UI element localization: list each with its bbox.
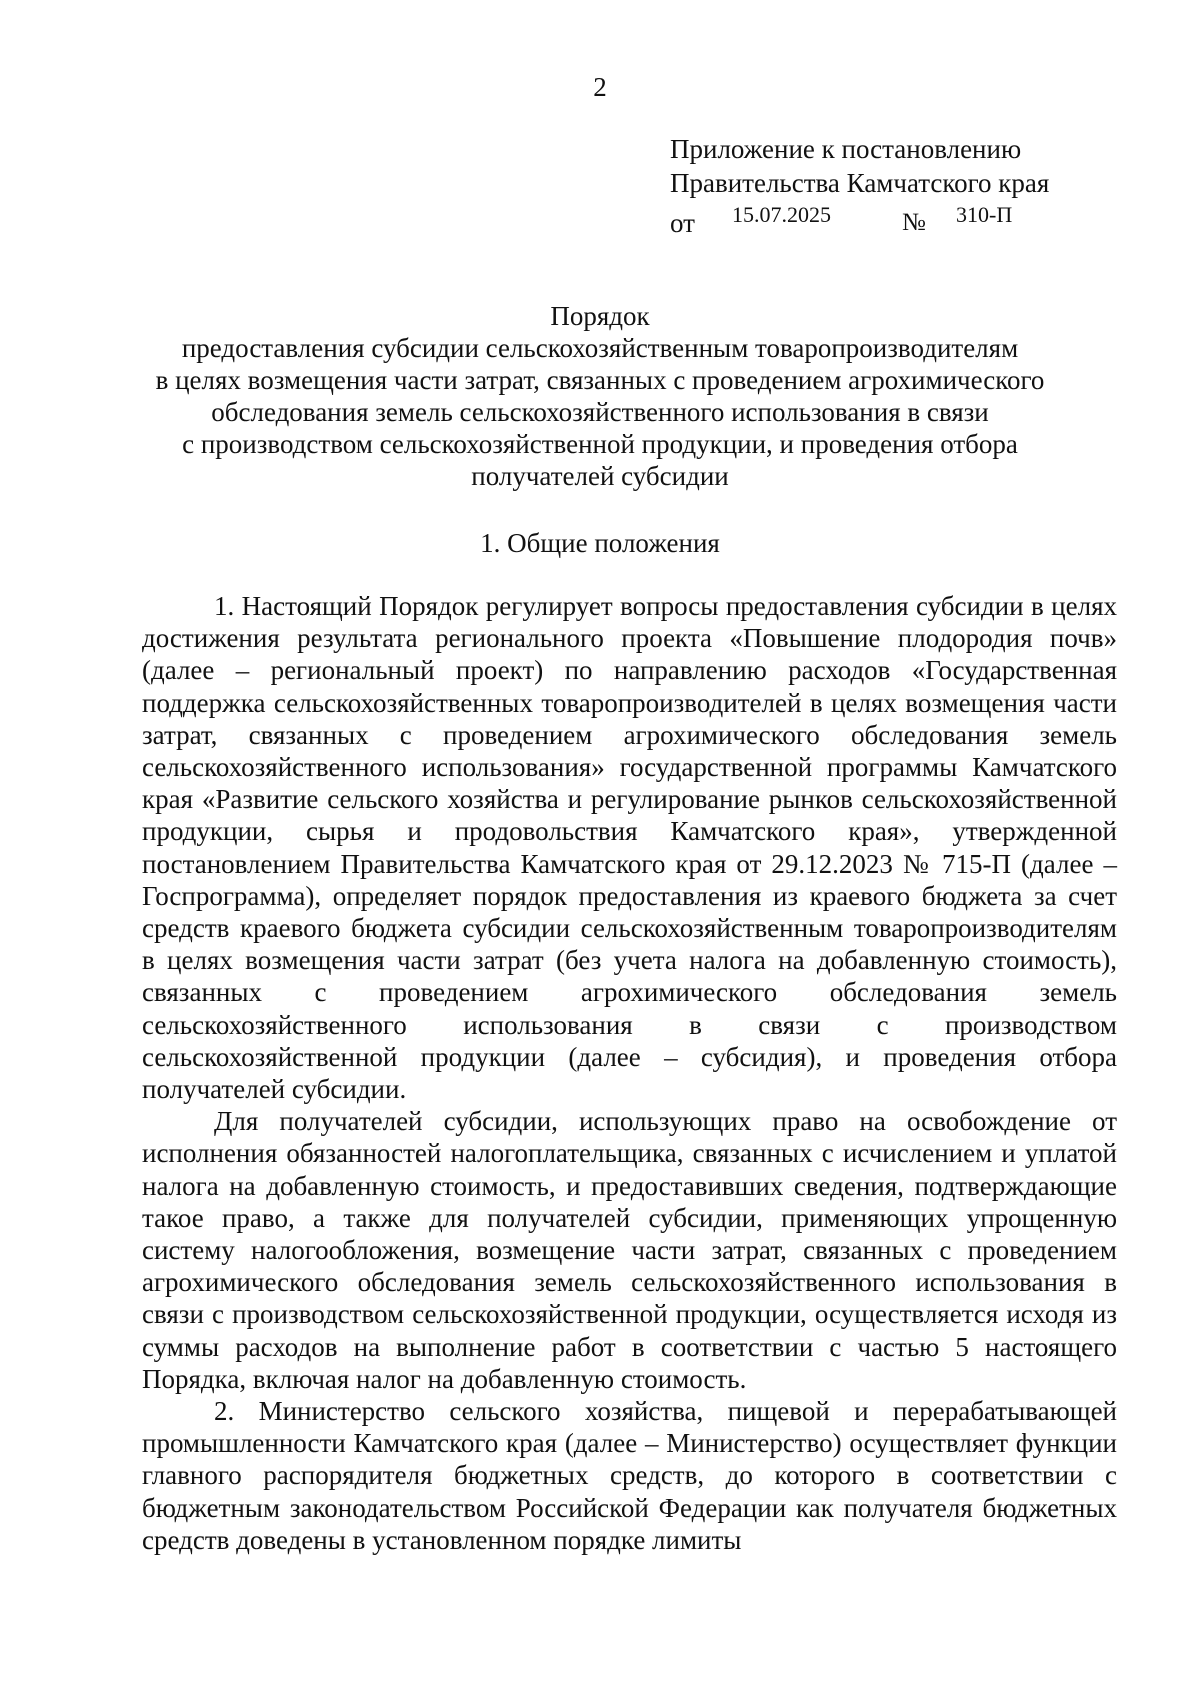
paragraph: 1. Настоящий Порядок регулирует вопросы предоставления субсидии в целях достижения результата регионального проекта «Повышение плодородия почв» (далее – региональный проект) по направлению расходов «Государственная поддержка сельскохозяйственных товаропроизводителей в целях возмещения части затрат, связанных с проведением агрохимического обследования земель сельскохозяйственного использования» государственной программы Камчатского края «Развитие сельского хозяйства и регулирование рынков сельскохозяйственной продукции, сырья и продовольствия Камчатского края», утвержденной постановлением Правительства Камчатского края от 29.12.2023 № 715-П (далее – Госпрограмма), определяет порядок предоставления из краевого бюджета за счет средств краевого бюджета субсидии сельскохозяйственным товаропроизводителям в целях возмещения части затрат (без учета налога на добавленную стоимость), связанных с проведением агрохимического обследования земель сельскохозяйственного использования в связи с производством сельскохозяйственной продукции (далее – субсидия), и проведения отбора получателей субсидии.	[142, 591, 1117, 1105]
paragraph: 2. Министерство сельского хозяйства, пищевой и перерабатывающей промышленности Камчатского края (далее – Министерство) осуществляет функции главного распорядителя бюджетных средств, до которого в соответствии с бюджетным законодательством Российской Федерации как получателя бюджетных средств доведены в установленном порядке лимиты	[142, 1396, 1117, 1555]
paragraph: Для получателей субсидии, использующих право на освобождение от исполнения обязанностей налогоплательщика, связанных с исчислением и уплатой налога на добавленную стоимость, и предоставивших сведения, подтверждающие такое право, а также для получателей субсидии, применяющих упрощенную систему налогообложения, возмещение части затрат, связанных с проведением агрохимического обследования земель сельскохозяйственного использования в связи с производством сельскохозяйственной продукции, осуществляется исходя из суммы расходов на выполнение работ в соответствии с частью 5 настоящего Порядка, включая налог на добавленную стоимость.	[142, 1106, 1117, 1394]
number-label: №	[902, 209, 926, 236]
from-label: от	[670, 208, 695, 238]
title-line: получателей субсидии	[471, 461, 729, 491]
appendix-line-2: Правительства Камчатского края	[670, 168, 1050, 198]
decree-number: 310-П	[956, 202, 1013, 227]
title-line: обследования земель сельскохозяйственного использования в связи	[211, 397, 989, 427]
section-heading: 1. Общие положения	[480, 528, 720, 558]
page-number: 2	[593, 72, 607, 102]
title-line: предоставления субсидии сельскохозяйственным товаропроизводителям	[181, 333, 1019, 363]
title-line: с производством сельскохозяйственной продукции, и проведения отбора	[182, 429, 1018, 459]
title-line: в целях возмещения части затрат, связанных с проведением агрохимического	[155, 365, 1045, 395]
decree-date: 15.07.2025	[732, 202, 831, 227]
title-heading: Порядок	[550, 301, 650, 331]
document-body	[142, 590, 1117, 1556]
document-title	[100, 300, 1100, 492]
appendix-line-1: Приложение к постановлению	[670, 134, 1022, 164]
appendix-date-row	[670, 200, 1090, 236]
appendix-block	[670, 132, 1090, 236]
